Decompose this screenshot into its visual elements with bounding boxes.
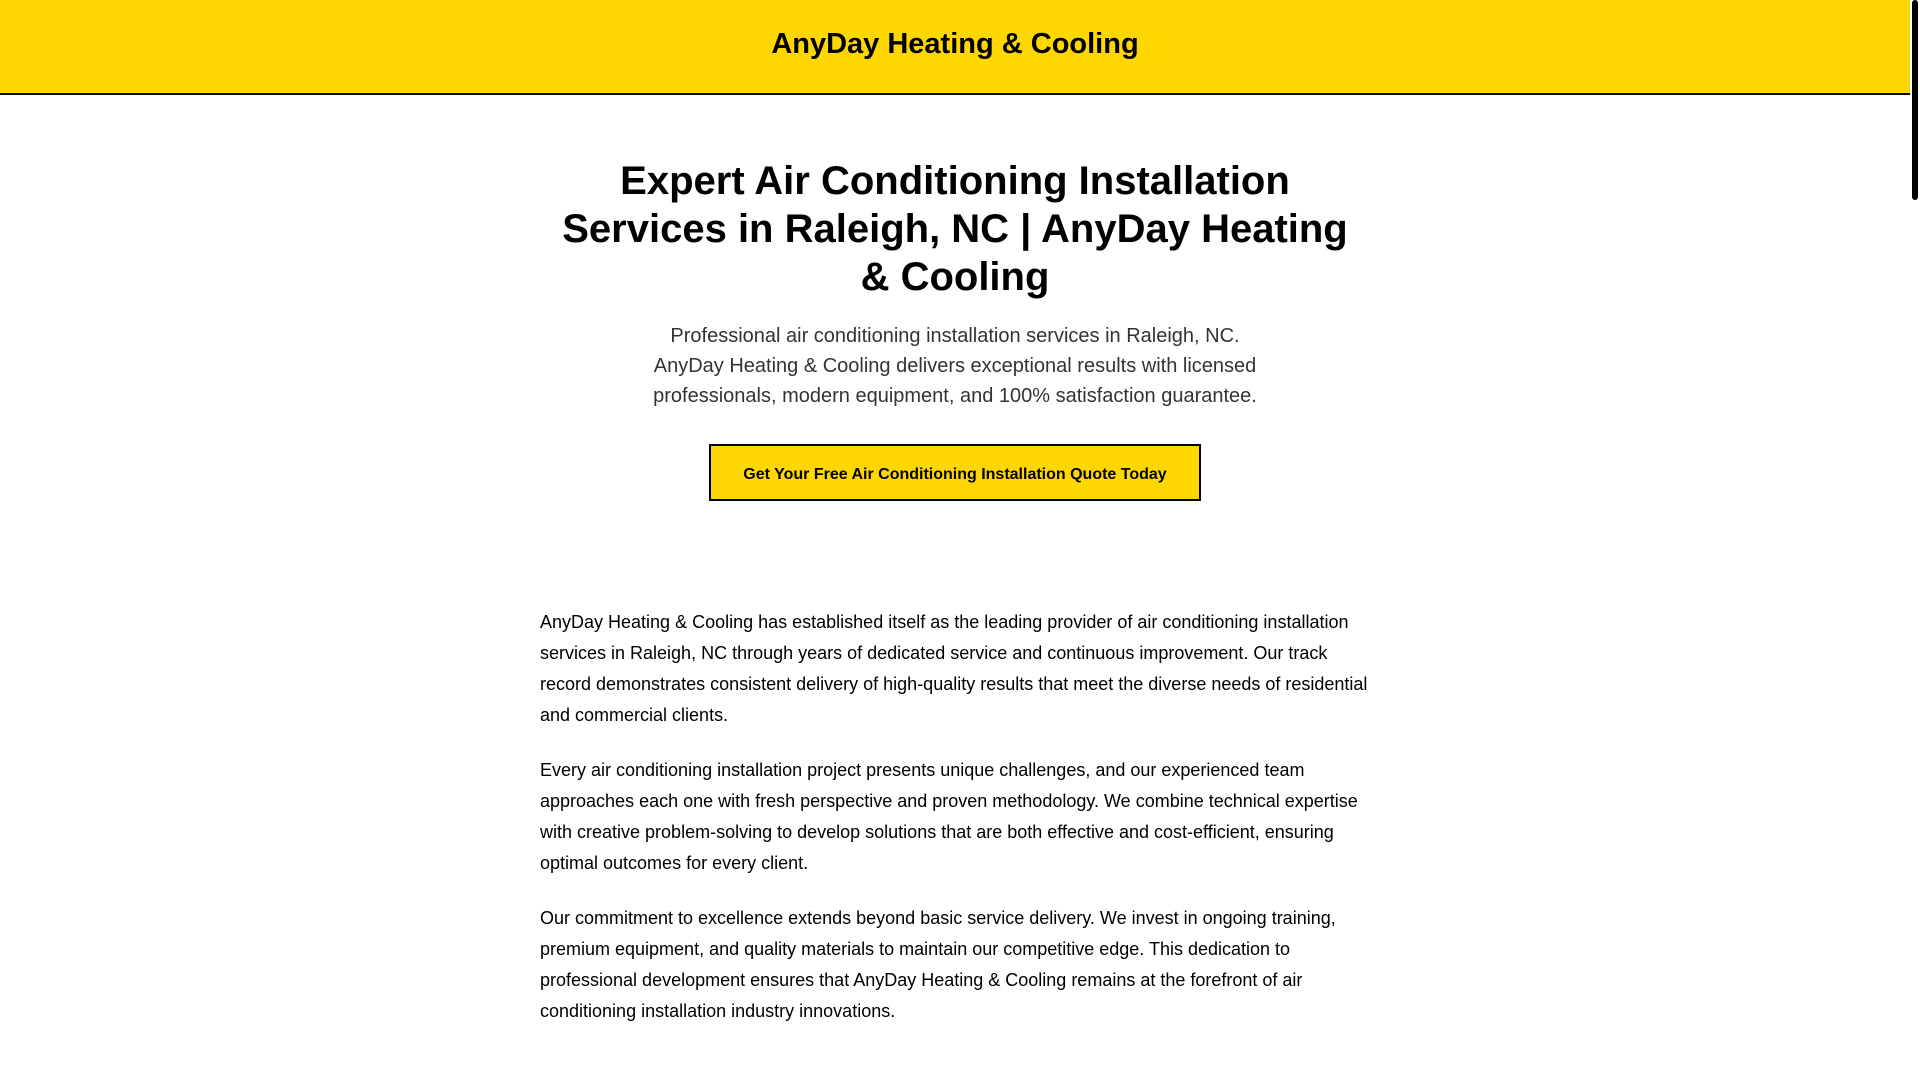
scrollbar-thumb[interactable]	[1912, 0, 1918, 200]
content-paragraph: Every air conditioning installation project presents unique challenges, and our experienced team approaches each one with fresh perspective and proven methodology. We combine technical expertise with creative problem-solving to develop solutions that are both effective and cost-efficient, ensuring optimal outcomes for every client.	[540, 760, 1358, 873]
vertical-scrollbar[interactable]	[1910, 0, 1920, 1080]
brand-link[interactable]: AnyDay Heating & Cooling	[771, 28, 1139, 60]
content-paragraph: AnyDay Heating & Cooling has established itself as the leading provider of air conditioning installation services in Raleigh, NC through years of dedicated service and continuous improvement. Our track record demonstrates consistent delivery of high-quality results that meet the diverse needs of residential and commercial clients.	[540, 612, 1368, 725]
content-paragraph: Our commitment to excellence extends beyond basic service delivery. We invest in ongoing training, premium equipment, and quality materials to maintain our competitive edge. This dedication to professional development ensures that AnyDay Heating & Cooling remains at the forefront of air conditioning installation industry innovations.	[540, 908, 1336, 1021]
site-header	[0, 0, 1910, 95]
free-quote-button[interactable]: Get Your Free Air Conditioning Installation Quote Today	[709, 444, 1200, 501]
page-title: Expert Air Conditioning Installation Services in Raleigh, NC | AnyDay Heating & Cooling	[562, 159, 1348, 299]
content-section	[540, 607, 1370, 1027]
hero-lead: Professional air conditioning installation services in Raleigh, NC. AnyDay Heating & Cooling delivers exceptional results with licensed professionals, modern equipment, and 100% satisfaction guarantee.	[653, 325, 1257, 407]
hero-section	[0, 95, 1910, 501]
